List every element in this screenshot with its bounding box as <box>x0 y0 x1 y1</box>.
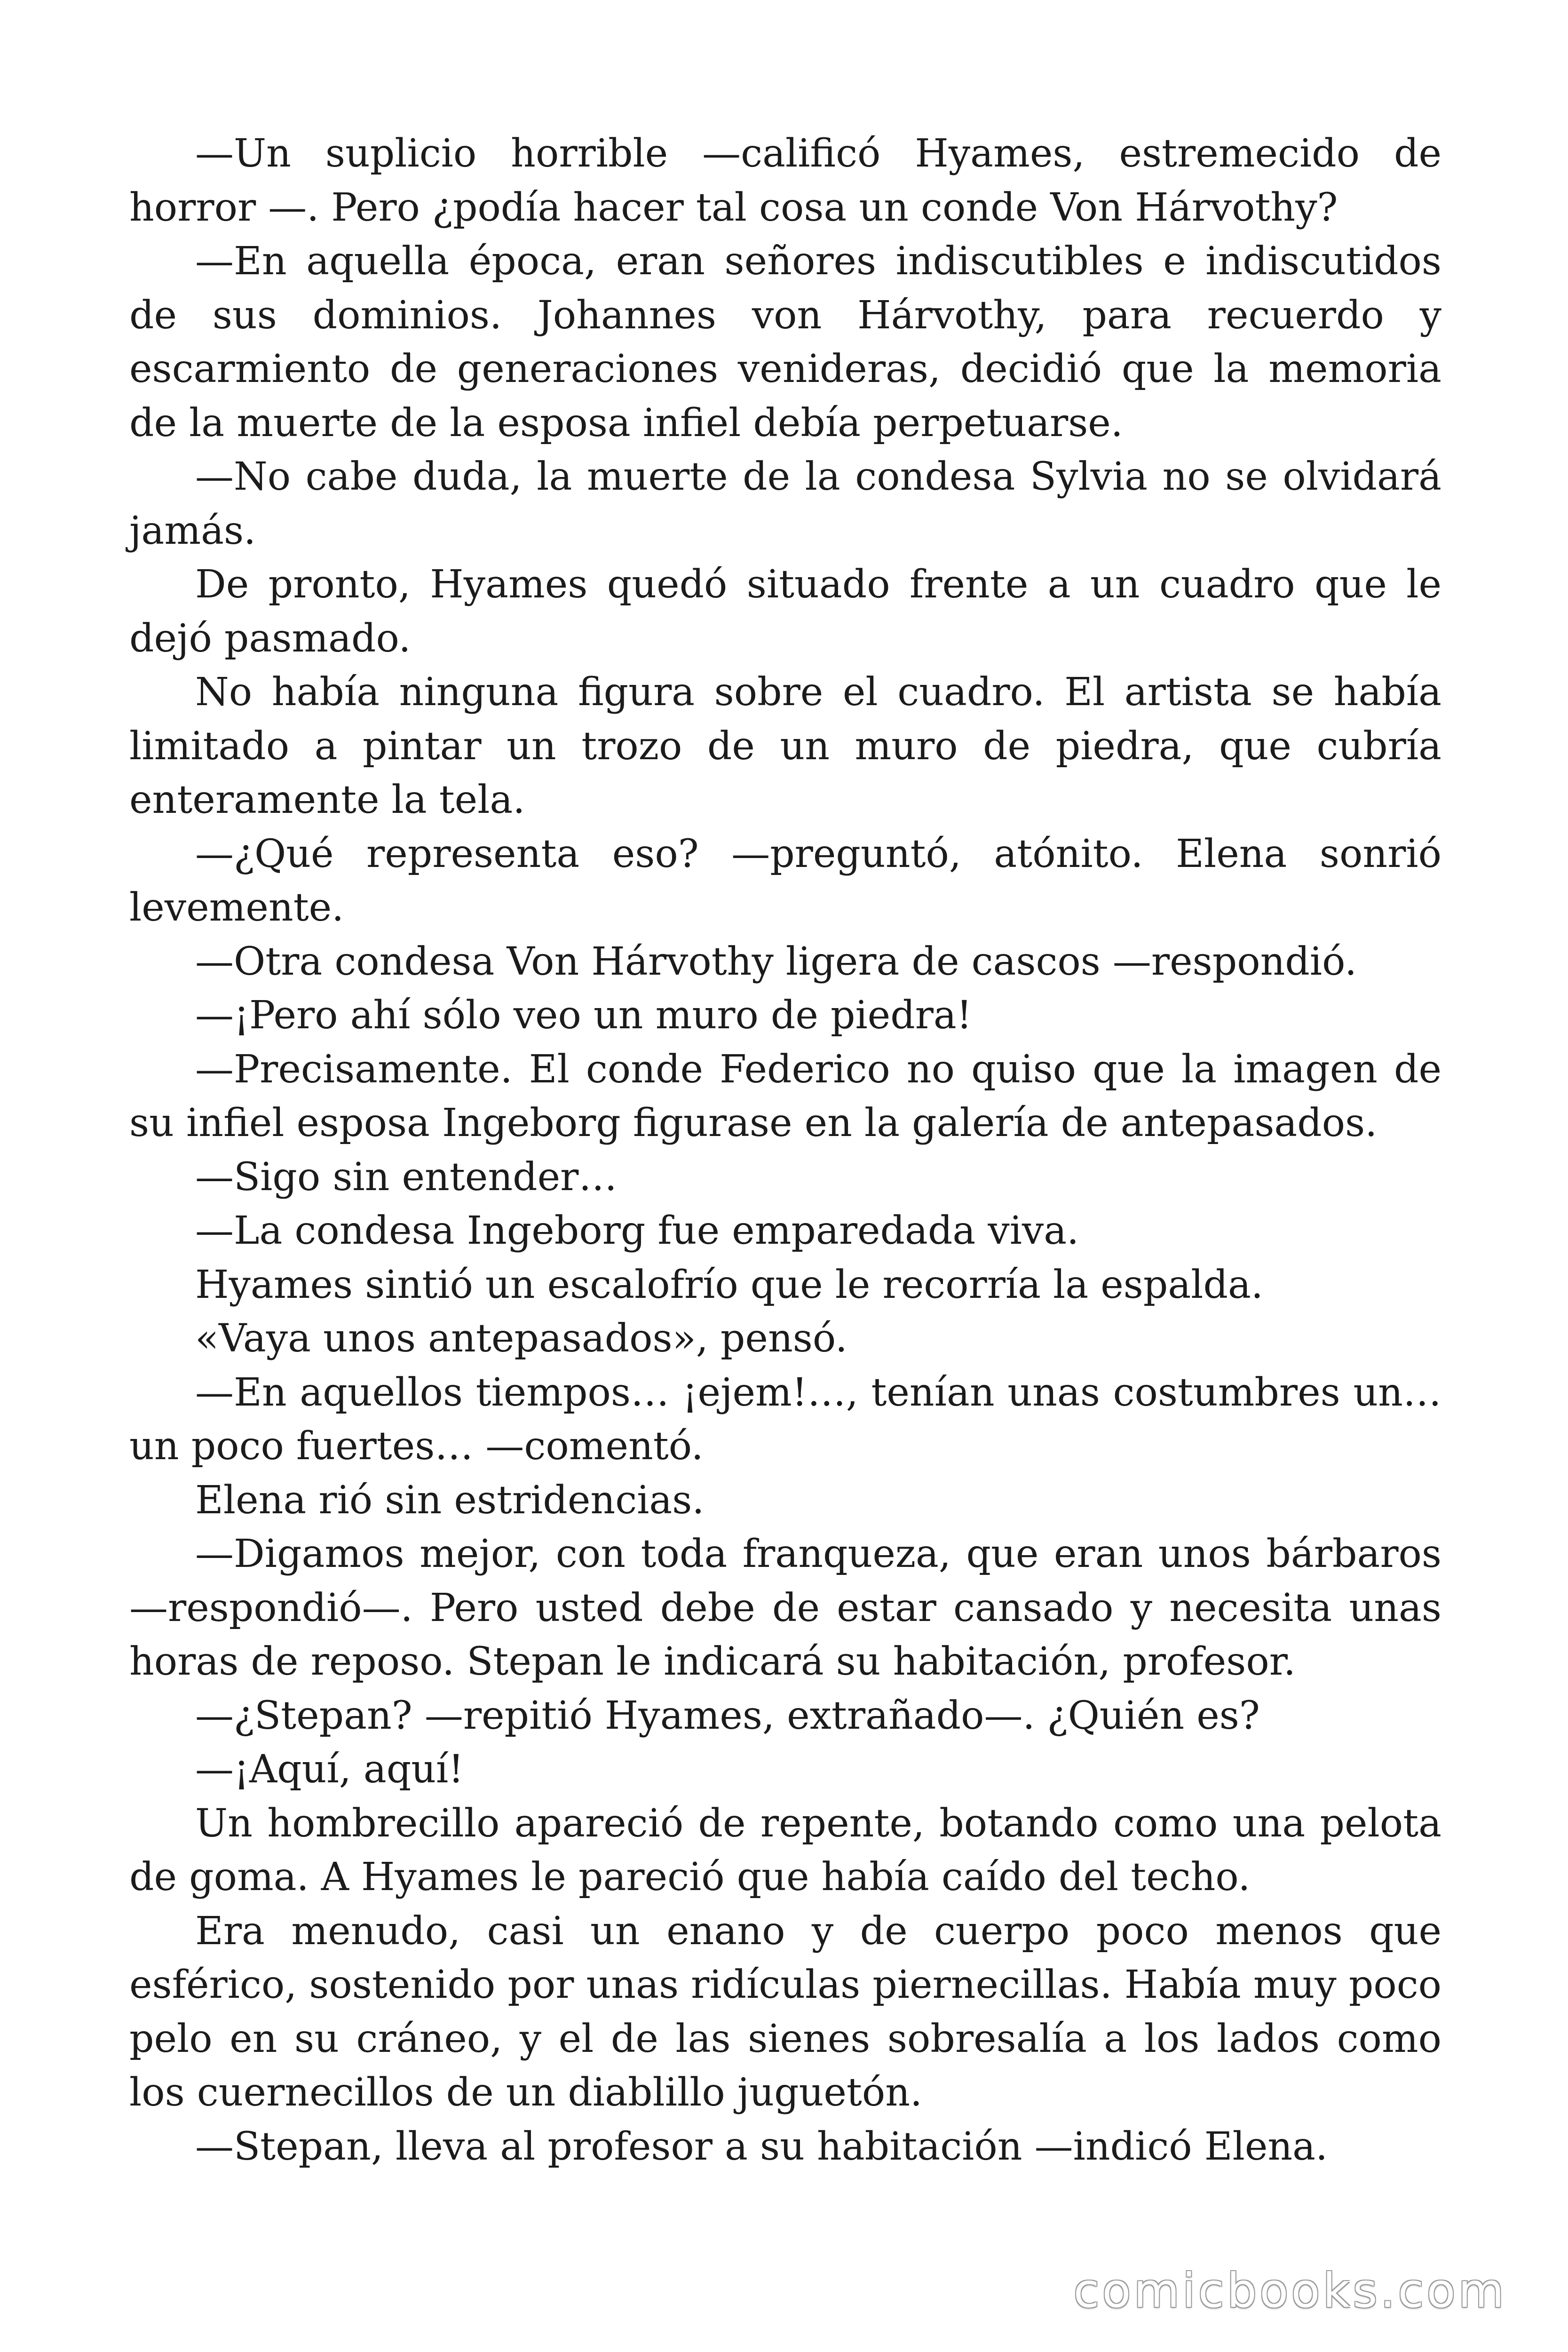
paragraph: Un hombrecillo apareció de repente, botando como una pelota de goma. A Hyames le pareció que había caído del techo. <box>129 1801 1441 1899</box>
paragraph: —No cabe duda, la muerte de la condesa Sylvia no se olvidará jamás. <box>129 454 1441 553</box>
paragraph: —Sigo sin entender… <box>195 1154 618 1200</box>
paragraph: —Un suplicio horrible —calificó Hyames, estremecido de horror —. Pero ¿podía hacer tal cosa un conde Von Hárvothy? <box>129 131 1441 230</box>
paragraph: —¿Qué representa eso? —preguntó, atónito. Elena sonrió levemente. <box>129 831 1441 930</box>
paragraph: —Otra condesa Von Hárvothy ligera de cascos —respondió. <box>195 939 1357 984</box>
paragraph: —¡Aquí, aquí! <box>195 1747 464 1792</box>
paragraph: Era menudo, casi un enano y de cuerpo poco menos que esférico, sostenido por unas ridículas piernecillas. Había muy poco pelo en su cráneo, y el de las sienes sobresalía a los lados como los cuernecillos de un diablillo juguetón. <box>129 1908 1441 2115</box>
paragraph: No había ninguna figura sobre el cuadro. El artista se había limitado a pintar un trozo de un muro de piedra, que cubría enteramente la tela. <box>129 670 1441 822</box>
paragraph: Hyames sintió un escalofrío que le recorría la espalda. <box>195 1262 1263 1307</box>
paragraph: —En aquellos tiempos… ¡ejem!…, tenían unas costumbres un… un poco fuertes… —comentó. <box>129 1370 1441 1469</box>
paragraph: De pronto, Hyames quedó situado frente a un cuadro que le dejó pasmado. <box>129 562 1441 661</box>
page-body-text <box>129 127 1441 2174</box>
paragraph: —En aquella época, eran señores indiscutibles e indiscutidos de sus dominios. Johannes von Hárvothy, para recuerdo y escarmiento de generaciones venideras, decidió que la memoria de la muerte de la esposa infiel debía perpetuarse. <box>129 239 1441 445</box>
paragraph: —Precisamente. El conde Federico no quiso que la imagen de su infiel esposa Ingeborg figurase en la galería de antepasados. <box>129 1047 1441 1145</box>
paragraph: Elena rió sin estridencias. <box>195 1478 705 1523</box>
paragraph: —La condesa Ingeborg fue emparedada viva. <box>195 1208 1079 1253</box>
watermark: comicbooks.com <box>1073 2263 1507 2318</box>
paragraph: «Vaya unos antepasados», pensó. <box>195 1316 847 1361</box>
paragraph: —Digamos mejor, con toda franqueza, que eran unos bárbaros —respondió—. Pero usted debe de estar cansado y necesita unas horas de reposo. Stepan le indicará su habitación, profesor. <box>129 1532 1441 1684</box>
paragraph: —¡Pero ahí sólo veo un muro de piedra! <box>195 993 972 1038</box>
paragraph: —¿Stepan? —repitió Hyames, extrañado—. ¿Quién es? <box>195 1693 1260 1738</box>
paragraph: —Stepan, lleva al profesor a su habitación —indicó Elena. <box>195 2124 1328 2169</box>
